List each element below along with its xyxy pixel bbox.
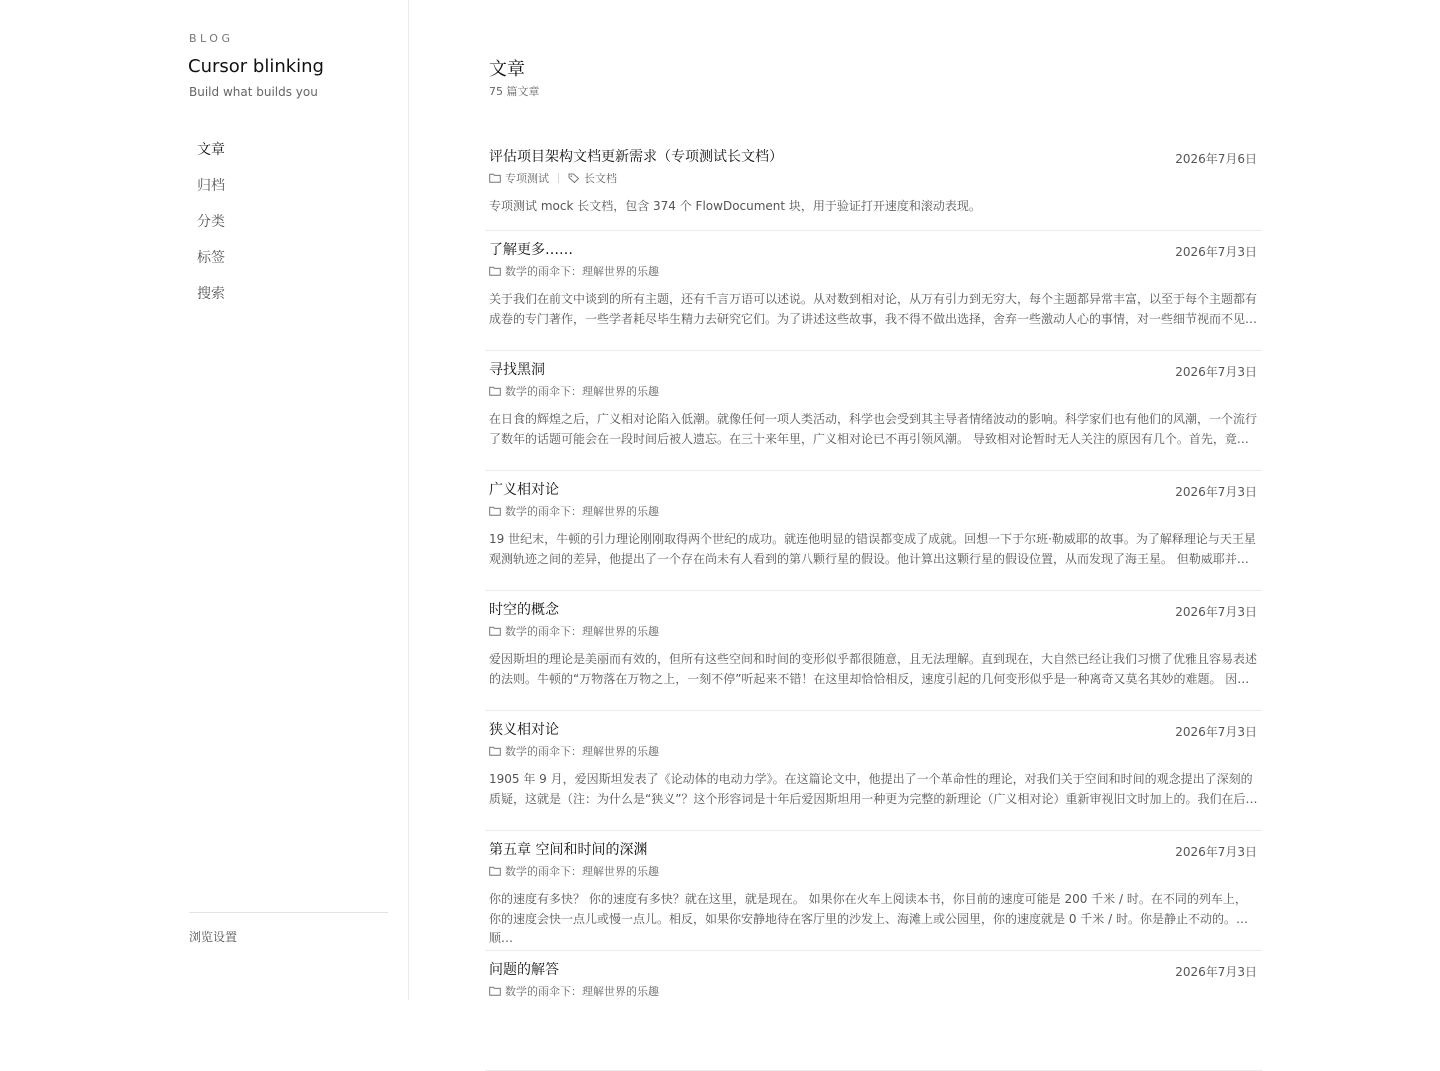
- post-category[interactable]: 数学的雨伞下：理解世界的乐趣: [505, 505, 659, 518]
- page-title: 文章: [489, 59, 525, 80]
- post-date: 2026年7月3日: [1175, 605, 1257, 619]
- tag-icon: [568, 173, 580, 183]
- post-meta: [489, 504, 1258, 518]
- post-excerpt: 19 世纪末，牛顿的引力理论刚刚取得两个世纪的成功。就连他明显的错误都变成了成就。回想一下于尔班·勒威耶的故事。为了解释理论与天王星观测轨迹之间的差异，他提出了一个存在尚未有人看到的第八颗行星的假设。他计算出这颗行星的假设位置，从而发现了海王星。 但勒威耶并…: [489, 532, 1256, 566]
- post-item[interactable]: [485, 351, 1262, 471]
- site-tagline: Build what builds you: [189, 85, 318, 99]
- post-category[interactable]: 专项测试: [505, 172, 549, 185]
- post-date: 2026年7月6日: [1175, 152, 1257, 166]
- post-meta: [489, 384, 1258, 398]
- post-title[interactable]: 评估项目架构文档更新需求（专项测试长文档）: [489, 149, 783, 165]
- post-count: 75 篇文章: [489, 85, 540, 98]
- folder-icon: [489, 386, 501, 396]
- post-category[interactable]: 数学的雨伞下：理解世界的乐趣: [505, 865, 659, 878]
- site-title[interactable]: Cursor blinking: [188, 56, 324, 77]
- post-title[interactable]: 了解更多……: [489, 242, 573, 258]
- folder-icon: [489, 866, 501, 876]
- post-date: 2026年7月3日: [1175, 485, 1257, 499]
- nav-item-articles[interactable]: 文章: [197, 142, 225, 158]
- nav-item-tags[interactable]: 标签: [197, 250, 225, 266]
- main-content: [409, 0, 1440, 1000]
- folder-icon: [489, 986, 501, 996]
- sidebar-nav: [189, 138, 389, 318]
- post-title[interactable]: 寻找黑洞: [489, 362, 545, 378]
- post-category[interactable]: 数学的雨伞下：理解世界的乐趣: [505, 745, 659, 758]
- post-excerpt: 专项测试 mock 长文档，包含 374 个 FlowDocument 块，用于验证打开速度和滚动表现。: [489, 199, 981, 213]
- sidebar: [0, 0, 409, 1000]
- sidebar-divider: [189, 912, 388, 913]
- post-date: 2026年7月3日: [1175, 965, 1257, 979]
- folder-icon: [489, 266, 501, 276]
- post-item[interactable]: [485, 138, 1262, 231]
- post-item[interactable]: [485, 711, 1262, 831]
- post-item[interactable]: [485, 471, 1262, 591]
- post-title[interactable]: 广义相对论: [489, 482, 559, 498]
- post-title[interactable]: 第五章 空间和时间的深渊: [489, 842, 648, 858]
- post-tag-group: [549, 170, 617, 186]
- post-item[interactable]: [485, 231, 1262, 351]
- post-category[interactable]: 数学的雨伞下：理解世界的乐趣: [505, 265, 659, 278]
- post-title[interactable]: 问题的解答: [489, 962, 559, 978]
- post-meta: [489, 171, 1258, 185]
- nav-item-categories[interactable]: 分类: [197, 214, 225, 230]
- post-meta: [489, 744, 1258, 758]
- post-date: 2026年7月3日: [1175, 245, 1257, 259]
- post-item[interactable]: [485, 591, 1262, 711]
- post-item[interactable]: [485, 951, 1262, 1071]
- post-meta: [489, 264, 1258, 278]
- post-excerpt: 在日食的辉煌之后，广义相对论陷入低潮。就像任何一项人类活动，科学也会受到其主导者情绪波动的影响。科学家们也有他们的风潮，一个流行了数年的话题可能会在一段时间后被人遗忘。在三十来年里，广义相对论已不再引领风潮。 导致相对论暂时无人关注的原因有几个。首先，竟…: [489, 412, 1258, 446]
- folder-icon: [489, 746, 501, 756]
- meta-separator: [558, 173, 559, 183]
- browse-settings-link[interactable]: 浏览设置: [189, 930, 238, 944]
- post-category[interactable]: 数学的雨伞下：理解世界的乐趣: [505, 985, 659, 998]
- nav-item-search[interactable]: 搜索: [197, 286, 225, 302]
- post-title[interactable]: 时空的概念: [489, 602, 559, 618]
- post-meta: [489, 624, 1258, 638]
- post-date: 2026年7月3日: [1175, 365, 1257, 379]
- post-tag[interactable]: 长文档: [584, 172, 617, 185]
- post-excerpt: 关于我们在前文中谈到的所有主题，还有千言万语可以述说。从对数到相对论，从万有引力到无穷大，每个主题都异常丰富，以至于每个主题都有成卷的专门著作，一些学者耗尽毕生精力去研究它们。为了讲述这些故事，我不得不做出选择，舍弃一些激动人心的事情，对一些细节视而不见…: [489, 292, 1258, 326]
- folder-icon: [489, 626, 501, 636]
- folder-icon: [489, 173, 501, 183]
- nav-item-archive[interactable]: 归档: [197, 178, 225, 194]
- post-title[interactable]: 狭义相对论: [489, 722, 559, 738]
- post-category[interactable]: 数学的雨伞下：理解世界的乐趣: [505, 385, 659, 398]
- post-meta: [489, 984, 1258, 998]
- post-date: 2026年7月3日: [1175, 725, 1257, 739]
- folder-icon: [489, 506, 501, 516]
- post-excerpt: 1905 年 9 月，爱因斯坦发表了《论动体的电动力学》。在这篇论文中，他提出了一个革命性的理论，对我们关于空间和时间的观念提出了深刻的质疑，这就是（注：为什么是“狭义”？这个形容词是十年后爱因斯坦用一种更为完整的新理论（广义相对论）重新审视旧文时加上的。我们在后…: [489, 772, 1258, 806]
- post-meta: [489, 864, 1258, 878]
- post-list: [485, 138, 1262, 1071]
- post-item[interactable]: [485, 831, 1262, 951]
- post-excerpt: 爱因斯坦的理论是美丽而有效的，但所有这些空间和时间的变形似乎都很随意，且无法理解。直到现在，大自然已经让我们习惯了优雅且容易表述的法则。牛顿的“万物落在万物之上，一刻不停”听起来不错！在这里却恰恰相反，速度引起的几何变形似乎是一种离奇又莫名其妙的难题。 因…: [489, 652, 1258, 686]
- blog-kicker: BLOG: [189, 32, 234, 45]
- post-category[interactable]: 数学的雨伞下：理解世界的乐趣: [505, 625, 659, 638]
- post-excerpt: 你的速度有多快？ 你的速度有多快？就在这里，就是现在。 如果你在火车上阅读本书，你目前的速度可能是 200 千米 / 时。在不同的列车上，你的速度会快一点儿或慢一点儿。相反，如果你安静地待在客厅里的沙发上、海滩上或公园里，你的速度就是 0 千米 / 时。你是静止不动的。 顺…: [489, 892, 1247, 945]
- post-date: 2026年7月3日: [1175, 845, 1257, 859]
